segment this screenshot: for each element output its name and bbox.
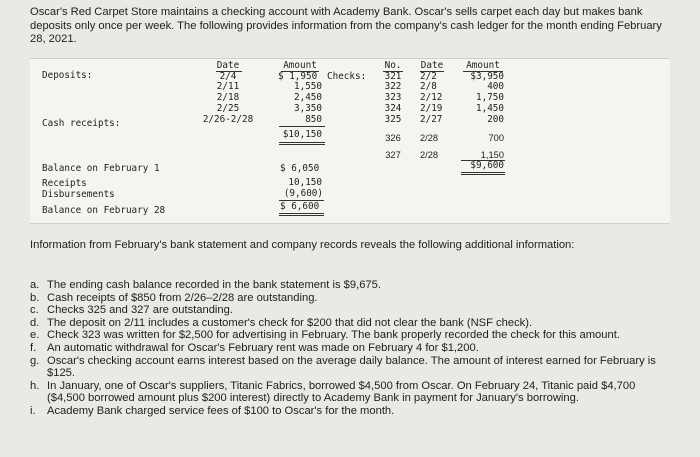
check-total: $9,600 [470,160,504,171]
deposit-date: 2/4 [219,71,237,82]
check-amount: $3,950 [470,71,504,82]
summary-label: Disbursements [42,189,115,200]
summary-double-rule [279,215,324,216]
check-date: 2/28 [420,150,439,160]
item-text: Oscar's checking account earns interest based on the average daily balance. The amount of interest earned for February is $125. [47,354,656,380]
list-item [30,317,670,330]
deposit-amount-header: Amount [283,60,317,71]
check-amount: 1,450 [476,103,504,114]
deposit-date: 2/25 [216,103,240,114]
check-no: 323 [384,92,402,103]
additional-info-list [30,279,670,418]
summary-amount: $ 6,050 [280,163,320,174]
deposit-amount: 1,550 [294,81,322,92]
item-marker: e. [30,329,40,342]
deposit-total-rule [279,126,325,127]
deposits-label: Deposits: [42,70,93,81]
summary-double-rule [279,213,324,214]
item-marker: i. [30,404,36,417]
item-marker: g. [30,354,40,367]
item-text: Check 323 was written for $2,500 for advertising in February. The bank properly recorded the check for this amount. [47,329,620,342]
check-no: 324 [384,103,402,114]
check-no: 321 [384,71,402,82]
deposit-date: 2/26-2/28 [202,114,254,125]
check-no-header: No. [384,60,402,71]
list-item [30,292,670,305]
deposit-date: 2/11 [216,81,240,92]
summary-amount: $ 6,600 [280,201,320,212]
list-item [30,380,670,405]
summary-amount: (9,600) [283,188,323,199]
deposit-amount: 850 [305,114,322,125]
info-text: Information from February's bank statement and company records reveals the following additional information: [30,239,575,251]
check-no: 327 [385,150,401,160]
list-item [30,279,670,292]
checks-label: Checks: [327,71,367,82]
problem-intro: Oscar's Red Carpet Store maintains a checking account with Academy Bank. Oscar's sells carpet each day but makes bank deposits only once per week. The following provides information from the company's cash ledger for the month ending February 28, 2021. [30,6,662,45]
check-amount: 1,150 [480,150,504,160]
deposit-total: $10,150 [282,129,322,140]
cash-receipts-label: Cash receipts: [42,118,121,129]
list-item [30,355,670,380]
list-item [30,329,670,342]
check-total-double-rule [461,174,505,175]
item-marker: f. [30,341,37,354]
deposit-total-double-rule [279,144,325,145]
item-text: Academy Bank charged service fees of $100 to Oscar's for the month. [47,404,395,417]
check-date: 2/8 [420,81,437,92]
check-date: 2/28 [420,133,439,143]
item-marker: h. [30,379,40,392]
summary-label: Receipts [42,178,87,189]
deposit-total-double-rule [279,142,325,143]
summary-label: Balance on February 1 [42,163,160,174]
item-marker: b. [30,291,40,304]
deposit-amount: 2,450 [294,92,322,103]
deposit-date: 2/18 [216,92,240,103]
check-date: 2/2 [420,71,437,82]
deposit-amount: $ 1,950 [278,71,318,82]
deposit-amount: 3,350 [294,103,322,114]
check-date: 2/12 [420,92,443,103]
list-item [30,405,670,418]
item-text: The ending cash balance recorded in the bank statement is $9,675. [47,279,381,291]
item-text: An automatic withdrawal for Oscar's February rent was made on February 4 for $1,200. [47,341,479,354]
check-date: 2/19 [420,103,443,114]
cash-ledger [30,58,670,224]
check-total-double-rule [461,172,505,173]
check-no: 325 [384,114,402,125]
list-item [30,342,670,355]
item-text: The deposit on 2/11 includes a customer's check for $200 that did not clear the bank (NSF check). [47,316,533,329]
check-amount: 400 [487,81,504,92]
deposit-date-header: Date [216,60,240,71]
check-date: 2/27 [420,114,443,125]
item-text: Cash receipts of $850 from 2/26–2/28 are outstanding. [47,291,318,304]
item-text: In January, one of Oscar's suppliers, Titanic Fabrics, borrowed $4,500 from Oscar. On February 24, Titanic paid $4,700 ($4,500 borrowed amount plus $200 interest) directly to Academy Bank in payment for January's borrowing. [47,379,636,405]
item-marker: d. [30,316,40,329]
check-no: 326 [385,133,401,143]
summary-amount: 10,150 [288,177,322,188]
check-amount: 200 [487,114,504,125]
check-date-header: Date [420,60,444,71]
check-no: 322 [384,81,402,92]
list-item [30,304,670,317]
check-amount: 1,750 [476,92,504,103]
item-text: Checks 325 and 327 are outstanding. [47,304,233,317]
check-amount: 700 [488,133,504,143]
item-marker: c. [30,304,39,317]
summary-label: Balance on February 28 [42,205,166,216]
item-marker: a. [30,279,40,291]
check-amount-header: Amount [466,60,500,71]
